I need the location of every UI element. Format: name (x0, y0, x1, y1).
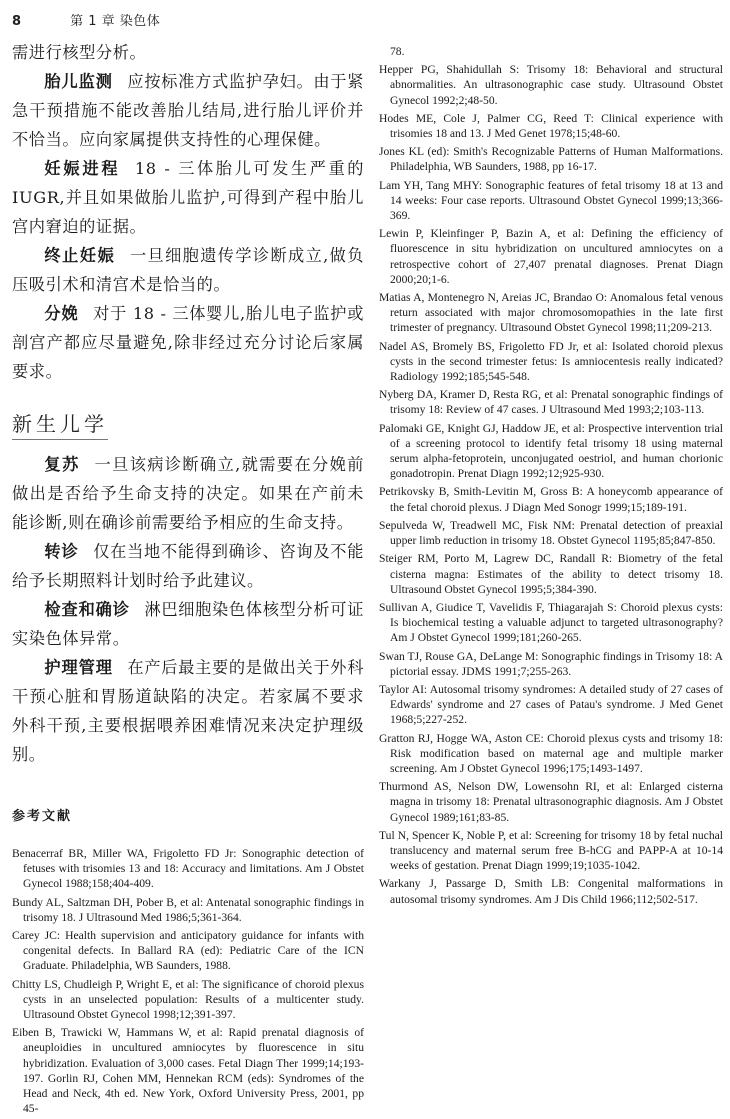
reference-item: Warkany J, Passarge D, Smith LB: Congenital malformations in autosomal trisomy syndromes. Am J Dis Child 1966;112;502-517. (379, 877, 723, 906)
left-column (12, 38, 364, 1119)
reference-item: Tul N, Spencer K, Noble P, et al: Screening for trisomy 18 by fetal nuchal translucency and maternal serum free B-hCG and PAPP-A at 10-14 weeks of gestation. Prenat Diagn 1999;19;1035-1042. (379, 828, 723, 873)
paragraph-pregnancy-course (12, 154, 364, 241)
reference-item: Nyberg DA, Kramer D, Resta RG, et al: Prenatal sonographic findings of trisomy 18: Review of 47 cases. J Ultrasound Med 1993;2;103-113. (379, 388, 723, 417)
paragraph-term: 护理管理 (44, 658, 113, 677)
reference-item: Palomaki GE, Knight GJ, Haddow JE, et al: Prospective intervention trial of a screening protocol to identify fetal trisomy 18 using maternal serum alpha-fetoprotein, unconjugated oestriol, and human chorionic gonadotropin. Prenat Diagn 1992;12;925-930. (379, 421, 723, 481)
reference-item: Petrikovsky B, Smith-Levitin M, Gross B: A honeycomb appearance of the fetal choroid plexus. J Diagn Med Sonogr 1999;15;189-191. (379, 485, 723, 514)
paragraph-term: 胎儿监测 (44, 72, 113, 91)
paragraph-delivery (12, 299, 364, 386)
paragraph-text: 仅在当地不能得到确诊、咨询及不能给予长期照料计划时给予此建议。 (12, 542, 364, 590)
reference-item: Carey JC: Health supervision and anticipatory guidance for infants with congenital defects. In Ballard RA (ed): Pediatric Care of the ICN Graduate. Philadelphia, WB Saunders, 1988. (12, 929, 364, 973)
paragraph-text: 淋巴细胞染色体核型分析可证实染色体异常。 (12, 600, 364, 648)
reference-item: Sepulveda W, Treadwell MC, Fisk NM: Prenatal detection of preaxial upper limb reduction in trisomy 18. Obstet Gynecol 1195;85;847-850. (379, 518, 723, 548)
reference-continuation: 78. (390, 45, 405, 58)
paragraph-text: 对于 18 - 三体婴儿,胎儿电子监护或剖宫产都应尽量避免,除非经过充分讨论后家属要求。 (12, 304, 364, 381)
paragraph-term: 转诊 (44, 542, 79, 561)
paragraph-text: 在产后最主要的是做出关于外科干预心脏和胃肠道缺陷的决定。若家属不要求外科干预,主要根据喂养困难情况来决定护理级别。 (12, 658, 364, 764)
paragraph-text: 一旦细胞遗传学诊断成立,做负压吸引术和清宫术是恰当的。 (12, 246, 364, 294)
chapter-title: 第 1 章 染色体 (70, 14, 161, 29)
paragraph-term: 终止妊娠 (44, 246, 116, 265)
references-title: 参考文献 (12, 809, 73, 824)
paragraph-confirmation (12, 595, 364, 653)
reference-item: Thurmond AS, Nelson DW, Lowensohn RI, et al: Enlarged cisterna magna in trisomy 18: Prenatal ultrasonographic diagnosis. Am J Obstet Gynecol 1989;161;83-85. (379, 780, 723, 824)
paragraph-text: 一旦该病诊断确立,就需要在分娩前做出是否给予生命支持的决定。如果在产前未能诊断,则在确诊前需要给予相应的生命支持。 (12, 455, 364, 532)
reference-item: Gratton RJ, Hogge WA, Aston CE: Choroid plexus cysts and trisomy 18: Risk modification based on maternal age and multiple marker screening. Am J Obstet Gynecol 1996;175;1493-1497. (379, 731, 723, 775)
neonatal-section (12, 450, 364, 769)
reference-item: Lewin P, Kleinfinger P, Bazin A, et al: Defining the efficiency of fluorescence in situ hybridization on uncultured amniocytes on a retrospective cohort of 27,407 prenatal diagnoses. Prenat Diagn 2000;20;1-6. (379, 227, 723, 286)
paragraph-termination (12, 241, 364, 299)
paragraph-fetal-monitoring (12, 67, 364, 154)
paragraph-care-management (12, 653, 364, 769)
reference-item: Nadel AS, Bromely BS, Frigoletto FD Jr, et al: Isolated choroid plexus cysts in the second trimester fetus: Is amniocentesis really indicated? Radiology 1992;185;545-548. (379, 339, 723, 384)
paragraph-term: 妊娠进程 (44, 159, 121, 178)
prenatal-section (12, 67, 364, 386)
reference-item: Sullivan A, Giudice T, Vavelidis F, Thiagarajah S: Choroid plexus cysts: Is biochemical testing a valuable adjunct to targeted ultrasonography? Am J Obstet Gynecol 1999;181;260-265. (379, 600, 723, 645)
reference-item: Benacerraf BR, Miller WA, Frigoletto FD Jr: Sonographic detection of fetuses with trisomies 13 and 18: Accuracy and limitations. Am J Obstet Gynecol 1988;158;404-409. (12, 847, 364, 891)
right-column (379, 44, 723, 910)
reference-item: Chitty LS, Chudleigh P, Wright E, et al: The significance of choroid plexus cysts in an unselected population: Results of a multicenter study. Ultrasound Obstet Gynecol 1998;12;391-397. (12, 977, 364, 1022)
reference-item: Taylor AI: Autosomal trisomy syndromes: A detailed study of 27 cases of Edwards' syndrome and 27 cases of Patau's syndrome. J Med Genet 1968;5;227-252. (379, 682, 723, 727)
reference-item: Eiben B, Trawicki W, Hammans W, et al: Rapid prenatal diagnosis of aneuploidies in uncultured amniocytes by fluorescence in situ hybridization. Evaluation of 3,000 cases. Fetal Diagn Ther 1999;14;193-197. Gorlin RJ, Cohen MM, Hennekan RCM (eds): Syndromes of the Head and Neck, 4th ed. New York, Oxford University Press, 2001, pp 45- (12, 1026, 364, 1116)
reference-item: Hepper PG, Shahidullah S: Trisomy 18: Behavioral and structural abnormalities. An ultrasonographic case study. Ultrasound Obstet Gynecol 1992;2;48-50. (379, 63, 723, 107)
page-number: 8 (12, 14, 22, 29)
reference-item: Steiger RM, Porto M, Lagrew DC, Randall R: Biometry of the fetal cisterna magna: Estimates of the ability to detect trisomy 18. Ultrasound Obstet Gynecol 1995;5;384-390. (379, 552, 723, 596)
reference-item: Lam YH, Tang MHY: Sonographic features of fetal trisomy 18 at 13 and 14 weeks: Four case reports. Ultrasound Obstet Gynecol 1999;13;366-369. (379, 178, 723, 223)
paragraph-referral (12, 537, 364, 595)
reference-list-right (379, 62, 723, 907)
paragraph-text: 18 - 三体胎儿可发生严重的 IUGR,并且如果做胎儿监护,可得到产程中胎儿宫内窘迫的证据。 (12, 159, 365, 236)
reference-item: Swan TJ, Rouse GA, DeLange M: Sonographic findings in Trisomy 18: A pictorial essay. JDMS 1991;7;255-263. (379, 649, 723, 678)
reference-item: Jones KL (ed): Smith's Recognizable Patterns of Human Malformations. Philadelphia, WB Saunders, 1988, pp 16-17. (379, 145, 723, 174)
reference-item: Bundy AL, Saltzman DH, Pober B, et al: Antenatal sonographic findings in trisomy 18. J Ultrasound Med 1986;5;361-364. (12, 895, 364, 924)
paragraph-text: 应按标准方式监护孕妇。由于紧急干预措施不能改善胎儿结局,进行胎儿评价并不恰当。应向家属提供支持性的心理保健。 (12, 72, 364, 149)
reference-list-left (12, 846, 364, 1116)
paragraph-term: 分娩 (44, 304, 79, 323)
paragraph-term: 复苏 (44, 455, 80, 474)
section-title-neonatology: 新生儿学 (12, 408, 108, 440)
paragraph-resuscitation (12, 450, 364, 537)
intro-paragraph: 需进行核型分析。 (12, 43, 147, 62)
reference-item: Hodes ME, Cole J, Palmer CG, Reed T: Clinical experience with trisomies 18 and 13. J Med Genet 1978;15;48-60. (379, 111, 723, 141)
page-header (12, 10, 160, 30)
reference-item: Matias A, Montenegro N, Areias JC, Brandao O: Anomalous fetal venous return associated with major chromosomopathies in the late first trimester of pregnancy. Ultrasound Obstet Gynecol 1998;11;209-213. (379, 291, 723, 335)
paragraph-term: 检查和确诊 (44, 600, 130, 619)
